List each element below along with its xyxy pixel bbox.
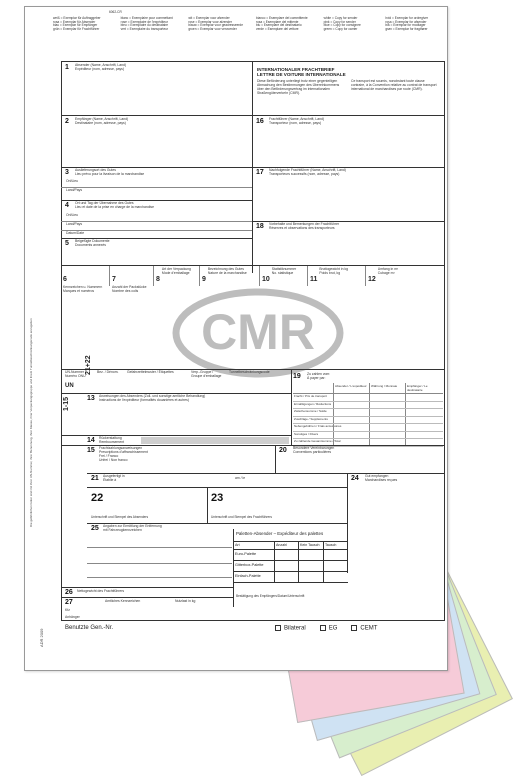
goods-column-number: 11 bbox=[310, 276, 318, 283]
goods-column-label: Umfang in m³ Cubage m³ bbox=[377, 267, 399, 275]
adr-un-prefix: UN bbox=[65, 383, 74, 389]
eg-checkbox[interactable] bbox=[320, 625, 326, 631]
charges-row bbox=[293, 417, 443, 425]
carrier-field[interactable] bbox=[256, 127, 441, 163]
charges-amount-cell[interactable] bbox=[405, 394, 443, 401]
pallet-type-label: Gitterbox-Palette bbox=[235, 563, 264, 567]
field-1-label: Absender (Name, Anschrift, Land) Expéditeur (nom, adresse, pays) bbox=[75, 63, 127, 71]
field-20-label: Besondere Vereinbarungen Conventions particulières bbox=[293, 446, 335, 454]
field-25-number: 25 bbox=[91, 525, 99, 532]
field-20-number: 20 bbox=[279, 447, 287, 454]
bilateral-checkbox[interactable] bbox=[275, 625, 281, 631]
field-15-number: 15 bbox=[87, 447, 95, 454]
pallet-header-cell: Art bbox=[235, 543, 240, 547]
goods-column-number: 12 bbox=[368, 276, 376, 283]
header-note-fr: Ce transport est soumis, nonobstant toute clause contraire, à la Convention relative au contrat de transport international de marchandises par route (CMR). bbox=[351, 79, 437, 91]
field-26-number: 26 bbox=[65, 589, 73, 596]
legend-col-dk: hvid = Exemplar for ordregiver rosa = Exemplar for afsender blå = Exemplar for modtager grøn = Exemplar for fragtfører bbox=[385, 16, 429, 32]
pallet-count-cell[interactable] bbox=[298, 572, 323, 582]
charges-row-label: Zwischensumme / Solde bbox=[294, 409, 327, 413]
cmr-logo bbox=[173, 289, 343, 377]
field-14-number: 14 bbox=[87, 437, 95, 444]
charges-amount-cell[interactable] bbox=[369, 432, 405, 439]
refund-amount-field[interactable] bbox=[141, 437, 289, 444]
field-4-number: 4 bbox=[65, 202, 69, 209]
charges-table bbox=[293, 383, 443, 445]
charges-amount-cell[interactable] bbox=[333, 424, 369, 431]
goods-column-9 bbox=[199, 266, 259, 286]
goods-column-label: Bezeichnung des Gutes Nature de la marchandise bbox=[207, 267, 247, 275]
legend-col-it: bianco = Esemplare del committente rosa = Esemplare del mittente blu = Esemplare del destinatario verde = Esemplare del vettore bbox=[255, 16, 308, 32]
field-3-number: 3 bbox=[65, 169, 69, 176]
goods-column-number: 8 bbox=[156, 276, 160, 283]
goods-column-label: Bruttogewicht in kg Poids brut, kg bbox=[319, 267, 349, 275]
eg-option[interactable]: EG bbox=[320, 625, 338, 632]
field-5-number: 5 bbox=[65, 240, 69, 247]
pallet-header-cell: Kein Tausch bbox=[298, 542, 323, 549]
cmr-logo-text: CMR bbox=[201, 304, 315, 360]
pallet-count-cell[interactable] bbox=[274, 572, 298, 582]
bilateral-option[interactable]: Bilateral bbox=[275, 625, 306, 632]
charges-row-label: Fracht / Prix de transport bbox=[294, 394, 328, 398]
goods-column-8 bbox=[153, 266, 199, 286]
field-17-label: Nachfolgende Frachtführer (Name, Anschrift, Land) Transporteurs successifs (nom, adresse, pays) bbox=[269, 168, 346, 176]
field-16-number: 16 bbox=[256, 118, 264, 125]
charges-row-label: Zu zahlende Gesamtsumme / Total bbox=[294, 439, 341, 443]
cmr-logo-graphic bbox=[173, 289, 343, 377]
copy-legend bbox=[53, 17, 445, 39]
charges-row-label: Zuschläge / Suppléments bbox=[294, 416, 328, 421]
permit-type-options bbox=[275, 625, 377, 632]
field-15-label: Frachtzahlungsanweisungen Prescriptions d'affranchissement Frei / Franco Unfrei / Non franco bbox=[99, 446, 148, 462]
header-note-de: Diese Beförderung unterliegt trotz einer gegenteiligen Abmachung den Bestimmungen des Übereinkommens über den Beförderungsvertrag im internationalen Straßengüterverkehr (CMR). bbox=[257, 79, 340, 95]
charges-amount-cell[interactable] bbox=[405, 402, 443, 409]
cemt-checkbox[interactable] bbox=[351, 625, 357, 631]
charges-amount-cell[interactable] bbox=[369, 417, 405, 424]
field-21-label: Ausgefertigt in Établie à bbox=[103, 474, 125, 482]
field-23-label: Unterschrift und Stempel des Frachtführers bbox=[211, 515, 272, 519]
field-22-label: Unterschrift und Stempel des Absenders bbox=[91, 515, 149, 519]
charges-amount-cell[interactable] bbox=[369, 402, 405, 409]
charges-row bbox=[293, 424, 443, 432]
goods-column-number: 10 bbox=[262, 276, 270, 283]
waybill-header: INTERNATIONALER FRACHTBRIEF LETTRE DE VOITURE INTERNATIONALE Diese Beförderung unterliegt trotz einer gegenteiligen Abmachung den Bestimmungen des Übereinkommens über den Beförderungsvertrag im internationalen Straßengüterverkehr (CMR). Ce transport est soumis, nonobstant toute clause contraire, à la Convention relative au contrat de transport international de marchandises par route (CMR). bbox=[257, 67, 442, 96]
pallet-count-cell[interactable] bbox=[298, 550, 323, 560]
charges-amount-cell[interactable] bbox=[405, 417, 443, 424]
charges-header-cell: Empfänger / Le destinataire bbox=[405, 383, 443, 393]
pallet-count-cell[interactable] bbox=[274, 550, 298, 560]
field-27-payload: Nutzlast in kg bbox=[175, 599, 196, 603]
goods-column-7 bbox=[109, 266, 153, 293]
goods-column-10 bbox=[259, 266, 307, 286]
field-27-number: 27 bbox=[65, 599, 73, 606]
field-3-label: Auslieferungsort des Gutes Lieu prévu pour la livraison de la marchandise bbox=[75, 168, 145, 176]
legend-col-nl: wit = Exemplar voor afzender rose = Exemplar voor afzender blauw = Exemplar voor geadresseerde groen = Exemplar voor vervoerder bbox=[188, 16, 243, 32]
charges-amount-cell[interactable] bbox=[405, 424, 443, 431]
cmr-waybill-sheet: 6062-CR weiß = Exemplar für Auftraggeber rosa = Exemplar für Absender blau = Exemplar für Empfänger grün = Exemplar für Frachtführer blanc = Exemplaire pour commettant rose = Exemplaire de l'expéditeur bleu = Exemplaire du destinataire vert = Exemplaire du transporteur wit = Exemplar voor afzender rose = Exemplar voor afzender blauw = Exemplar voor geadresseerde groen = Exemplar voor vervoerder bianco = Esemplare del committente rosa = Esemplare del mittente blu = Esemplare del destinatario verde = Esemplare del vettore white = Copy for sender pink = Copy for sender blue = Copy for consignee green = Copy for carrier hvid = Exemplar for ordregiver rosa = Exemplar for afsender blå = Exemplar for modtager grøn = Exemplar for fragtfører Die gefährlichen Güter sind mit ihrer UN-Nummer, ihrer Benennung, ihrer Klasse, ihrer Verpackungsgruppe und ihrem Tunnelbeschränkungscode anzugeben ADR 2009 1 Absender (Name, Anschrift, Land) Expéditeur (nom, adresse, pays) INTERNATIONALER FRACHTBRIEF LETTRE DE VOITURE INTERNATIONALE Diese Beförderung unterliegt trotz einer gegenteiligen Abmachung den Bestimmungen des Übereinkommens über den Beförderungsvertrag im internationalen Straßengüterverkehr (CMR). Ce transport est soumis, nonobstant toute clause contraire, à la Convention relative au contrat de transport international de marchandises par route (CMR). 2 Empfänger (Name, Anschrift, Land) Destinataire (nom, adresse, pays) 16 Frachtführer (Name, Anschrift, Land) Transporteur (nom, adresse, pays) 3 Auslieferungsort des Gutes Lieu prévu pour la livraison de la marchandise Ort/Lieu Land/Pays 17 Nachfolgende Frachtführer (Name, Anschrift, Land) Transporteurs successifs (nom, adresse, pays) 4 Ort und Tag der Übernahme des Gutes Lieu et date de la prise en charge de la marchandise Ort/Lieu Land/Pays Datum/Date 18 Vorbehalte und Bemerkungen der Frachtführer Réserves et observations des transporteurs 5 Beigefügte Dokumente Documents annexés 6 Kennzeichen u. Nummern Marques et numéros 7 Anzahl der Packstücke Nombre des colis 8 Art der Verpackung Mode d'emballage 9 Bezeichnung des Gutes Nature de la marchandise 10 Statistiknummer No. statistique 11 Bruttogewicht in kg Poids brut, kg 12 Umfang in m³ Cubage m³ CMR UN-Nummer / Numéro ONU Bez. / Dénom. Gefahrzettelmuster / Étiquettes Verp.-Gruppe / Groupe d'emballage Tunnelbeschränkungscode UN 21+22 13 Anweisungen des Absenders (Zoll- und sonstige amtliche Behandlung) Instructions de l'expéditeur (formalités douanières et autres) 1-15 19 Zu zahlen vom: À payer par: Absender / L'expéditeur Währung / Monnaie Empfänger / Le destinataire Fracht / Prix de transport Ermäßigungen / Réductions Zwischensumme / Solde Zuschläge / Suppléments Nebengebühren / Frais accessoires Sonstiges / Divers Zu zahlende Gesamtsumme / Total 14 Rückerstattung Remboursement 15 Frachtzahlungsanweisungen Prescriptions d'affranchissement Frei / Franco Unfrei / Non franco 20 Besondere Vereinbarungen Conventions particulières 21 Ausgefertigt in Établie à am / le 24 Gut empfangen Marchandises reçues 22 23 Unterschrift und Stempel des Absenders Unterschrift und Stempel des Frachtführers 25 Angaben zur Ermittlung der Entfernung mit Fahrzeugkennzeichen Paletten-Absender – Expéditeur des palettes Art Anzahl Kein Tausch Tausch Euro-Palette Gitterbox-Palette Einfach-Palette Bestätigung des Empfängers/Datum/Unterschrift 26 Nettogewicht des Frachtführers 27 Amtliches Kennzeichen Nutzlast in kg Kfz Anhänger Benutzte Gen.-Nr. Bilateral EG CEMT bbox=[24, 6, 448, 671]
sender-field[interactable] bbox=[65, 73, 247, 111]
field-21-number: 21 bbox=[91, 475, 99, 482]
adr-denomination[interactable]: Bez. / Dénom. bbox=[97, 370, 119, 374]
pallet-type-label: Einfach-Palette bbox=[235, 574, 261, 578]
field-26-label: Nettogewicht des Frachtführers bbox=[77, 589, 125, 593]
charges-header-cell: Absender / L'expéditeur bbox=[333, 383, 369, 393]
charges-header-cell: Währung / Monnaie bbox=[369, 383, 405, 393]
goods-column-6 bbox=[61, 266, 109, 293]
field-2-label: Empfänger (Name, Anschrift, Land) Destinataire (nom, adresse, pays) bbox=[75, 117, 129, 125]
charges-row bbox=[293, 402, 443, 410]
field-17-number: 17 bbox=[256, 169, 264, 176]
side-notice: Die gefährlichen Güter sind mit ihrer UN-Nummer, ihrer Benennung, ihrer Klasse, ihrer Verpackungsgruppe und ihrem Tunnelbeschränkungscode anzugeben bbox=[29, 318, 33, 527]
unpaid-option[interactable]: Unfrei / Non franco bbox=[99, 457, 128, 462]
charges-amount-cell[interactable] bbox=[369, 409, 405, 416]
goods-column-12 bbox=[365, 266, 445, 286]
goods-column-number: 7 bbox=[112, 276, 116, 283]
pallet-count-cell[interactable] bbox=[274, 561, 298, 571]
charges-amount-cell[interactable] bbox=[333, 417, 369, 424]
field-1-number: 1 bbox=[65, 64, 69, 71]
field-13-label: Anweisungen des Absenders (Zoll- und sonstige amtliche Behandlung) Instructions de l'expéditeur (formalités douanières et autres) bbox=[99, 394, 206, 402]
goods-column-label: Anzahl der Packstücke Nombre des colis bbox=[112, 285, 147, 293]
pallet-count-cell[interactable] bbox=[323, 561, 348, 571]
charges-amount-cell[interactable] bbox=[333, 432, 369, 439]
field-23-number: 23 bbox=[211, 492, 224, 504]
field-25-label: Angaben zur Ermittlung der Entfernung mit Fahrzeugkennzeichen bbox=[103, 524, 162, 532]
goods-header-row bbox=[61, 266, 445, 293]
adr-packing-group[interactable]: Verp.-Gruppe / Groupe d'emballage bbox=[191, 370, 222, 378]
prepaid-option[interactable]: Frei / Franco bbox=[99, 453, 119, 458]
field-3-place[interactable]: Ort/Lieu bbox=[66, 179, 79, 183]
field-27-label: Amtliches Kennzeichen bbox=[105, 599, 141, 603]
cemt-option[interactable]: CEMT bbox=[351, 625, 377, 632]
field-3-country[interactable]: Land/Pays bbox=[66, 188, 83, 192]
pallet-section bbox=[233, 529, 347, 607]
permit-number-label: Benutzte Gen.-Nr. bbox=[65, 625, 114, 631]
pallet-type-label: Euro-Palette bbox=[235, 552, 257, 556]
adr-tunnel-code[interactable]: Tunnelbeschränkungscode bbox=[229, 370, 270, 374]
field-27-truck[interactable]: Kfz bbox=[65, 608, 70, 612]
pallet-row bbox=[234, 550, 348, 561]
charges-row-label: Sonstiges / Divers bbox=[294, 431, 319, 436]
consignee-field[interactable] bbox=[65, 127, 247, 163]
charges-row bbox=[293, 409, 443, 417]
field-2-number: 2 bbox=[65, 118, 69, 125]
pallet-count-cell[interactable] bbox=[323, 572, 348, 582]
field-4-label: Ort und Tag der Übernahme des Gutes Lieu et date de la prise en charge de la marchandise bbox=[75, 201, 154, 209]
field-19-number: 19 bbox=[293, 373, 301, 380]
form-code: 6062-CR bbox=[109, 10, 122, 14]
charges-amount-cell[interactable] bbox=[405, 409, 443, 416]
field-24-number: 24 bbox=[351, 475, 359, 482]
charges-row bbox=[293, 432, 443, 440]
field-16-label: Frachtführer (Name, Anschrift, Land) Transporteur (nom, adresse, pays) bbox=[269, 117, 325, 125]
charges-amount-cell[interactable] bbox=[369, 424, 405, 431]
charges-row-label: Nebengebühren / Frais accessoires bbox=[294, 424, 342, 428]
field-21-date-label: am / le bbox=[235, 476, 246, 480]
charges-header-cell bbox=[293, 383, 333, 393]
field-4-place[interactable]: Ort/Lieu bbox=[66, 213, 79, 217]
goods-column-number: 6 bbox=[63, 276, 67, 283]
pallet-title: Paletten-Absender – Expéditeur des palettes bbox=[236, 531, 324, 536]
field-19-label: Zu zahlen vom: À payer par: bbox=[307, 372, 331, 380]
field-14-label: Rückerstattung Remboursement bbox=[99, 436, 125, 444]
charges-amount-cell[interactable] bbox=[405, 432, 443, 439]
pallet-count-cell[interactable] bbox=[323, 550, 348, 560]
charges-row-label: Ermäßigungen / Réductions bbox=[294, 401, 332, 406]
goods-column-label: Art der Verpackung Mode d'emballage bbox=[161, 267, 191, 275]
goods-column-number: 9 bbox=[202, 276, 206, 283]
pallet-row bbox=[234, 561, 348, 572]
legend-col-de: weiß = Exemplar für Auftraggeber rosa = Exemplar für Absender blau = Exemplar für Empfänger grün = Exemplar für Frachtführer bbox=[53, 16, 101, 32]
field-4-country[interactable]: Land/Pays bbox=[66, 222, 83, 226]
field-18-label: Vorbehalte und Bemerkungen der Frachtführer Réserves et observations des transporteurs bbox=[269, 222, 340, 230]
field-5-label: Beigefügte Dokumente Documents annexés bbox=[75, 239, 110, 247]
field-13-number: 13 bbox=[87, 395, 95, 402]
goods-column-label: Statistiknummer No. statistique bbox=[271, 267, 297, 275]
pallet-count-cell[interactable] bbox=[298, 561, 323, 571]
legend-col-fr: blanc = Exemplaire pour commettant rose = Exemplaire de l'expéditeur bleu = Exemplaire du destinataire vert = Exemplaire du transporteur bbox=[120, 16, 173, 32]
legend-col-en: white = Copy for sender pink = Copy for sender blue = Copy for consignee green = Copy for carrier bbox=[323, 16, 361, 32]
pallet-header-cell: Tausch bbox=[323, 542, 348, 549]
adr-un-number[interactable]: UN-Nummer / Numéro ONU bbox=[65, 370, 86, 378]
charges-amount-cell[interactable] bbox=[369, 394, 405, 401]
goods-column-label: Kennzeichen u. Nummern Marques et numéros bbox=[63, 285, 103, 293]
adr-year: ADR 2009 bbox=[39, 628, 44, 647]
field-22-number: 22 bbox=[91, 492, 104, 504]
field-18-number: 18 bbox=[256, 223, 264, 230]
field-24-label: Gut empfangen Marchandises reçues bbox=[365, 474, 398, 482]
goods-column-11 bbox=[307, 266, 365, 286]
charges-amount-cell[interactable] bbox=[333, 394, 369, 401]
adr-fig-label: 21+22 bbox=[85, 355, 92, 375]
field-27-trailer[interactable]: Anhänger bbox=[65, 615, 80, 619]
charges-amount-cell[interactable] bbox=[333, 402, 369, 409]
charges-row bbox=[293, 394, 443, 402]
pallet-header-cell: Anzahl bbox=[274, 542, 298, 549]
adr-labels[interactable]: Gefahrzettelmuster / Étiquettes bbox=[127, 370, 174, 374]
charges-amount-cell[interactable] bbox=[333, 409, 369, 416]
field-4-date[interactable]: Datum/Date bbox=[66, 231, 85, 235]
pallet-confirm-label: Bestätigung des Empfängers/Datum/Unterschrift bbox=[236, 594, 305, 598]
pallet-row bbox=[234, 572, 348, 583]
